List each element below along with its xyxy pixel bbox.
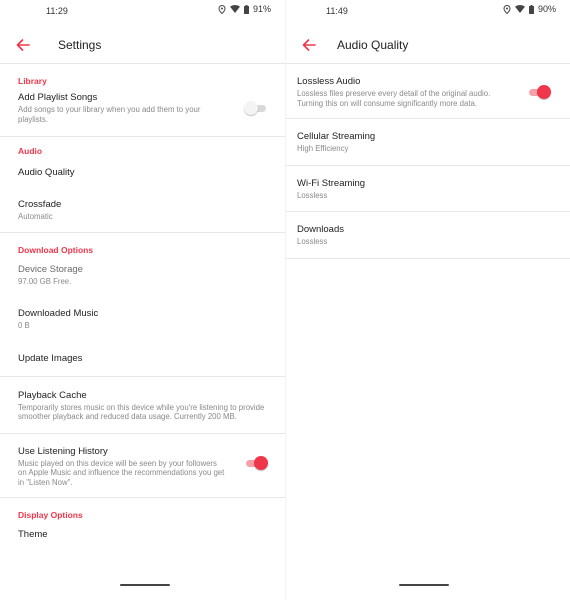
back-button[interactable] (14, 36, 32, 54)
row-title: Cellular Streaming (297, 131, 376, 142)
settings-row-playback-cache[interactable] (0, 377, 285, 433)
row-title: Audio Quality (18, 167, 75, 178)
row-title: Playback Cache (18, 389, 87, 401)
home-indicator[interactable] (399, 584, 449, 586)
row-title: Downloads (297, 224, 344, 235)
section-header-download-options: Download Options (18, 244, 94, 255)
listening-history-toggle[interactable] (245, 456, 267, 470)
page-title: Settings (58, 38, 102, 52)
row-subtitle: Music played on this device will be seen by your followers on Apple Music and influence the recommendations you get in "Listen Now". (18, 458, 225, 487)
row-subtitle: 97.00 GB Free. (18, 276, 72, 286)
status-bar (0, 0, 285, 22)
page-title: Audio Quality (337, 38, 409, 52)
row-title: Wi-Fi Streaming (297, 177, 366, 189)
row-title: Theme (18, 529, 48, 540)
divider (0, 232, 285, 233)
row-title: Device Storage (18, 263, 83, 275)
row-subtitle: Automatic (18, 212, 53, 221)
lossless-audio-toggle[interactable] (528, 85, 550, 99)
divider (0, 497, 285, 498)
app-bar (286, 26, 570, 64)
row-title: Crossfade (18, 199, 62, 210)
nav-bar (0, 577, 285, 600)
status-bar (286, 0, 570, 22)
battery-percent: 91% (252, 4, 271, 14)
settings-row-downloaded-music[interactable] (0, 308, 285, 353)
settings-row-theme[interactable] (0, 525, 285, 541)
settings-row-cellular-streaming[interactable] (286, 119, 570, 165)
row-subtitle: High Efficiency (297, 144, 349, 153)
row-title: Add Playlist Songs (18, 92, 98, 103)
home-indicator[interactable] (120, 584, 170, 586)
status-time: 11:49 (326, 6, 348, 16)
divider (286, 258, 570, 259)
row-title: Use Listening History (18, 445, 108, 457)
divider (0, 136, 285, 137)
back-arrow-icon (302, 39, 316, 51)
section-header-display-options: Display Options (18, 510, 83, 520)
settings-row-update-images[interactable] (0, 353, 285, 376)
row-title: Lossless Audio (297, 76, 361, 87)
settings-row-device-storage (0, 260, 285, 309)
status-time: 11:29 (46, 6, 68, 16)
battery-percent: 90% (537, 4, 556, 14)
settings-list (0, 65, 285, 541)
location-icon (218, 5, 226, 14)
audio-quality-screen (286, 0, 570, 600)
back-button[interactable] (300, 36, 318, 54)
status-icons (218, 4, 271, 14)
section-header-library: Library (18, 76, 47, 86)
row-subtitle: Add songs to your library when you add them to your playlists. (18, 105, 201, 124)
settings-row-lossless-audio[interactable] (286, 65, 570, 118)
battery-icon (529, 5, 534, 14)
status-icons (503, 4, 556, 14)
back-arrow-icon (16, 39, 30, 51)
wifi-icon (230, 5, 240, 13)
row-subtitle: 0 B (18, 321, 30, 330)
app-bar (0, 26, 285, 64)
settings-row-add-playlist-songs[interactable] (0, 91, 285, 136)
settings-row-wifi-streaming[interactable] (286, 166, 570, 212)
row-subtitle: Lossless files preserve every detail of the original audio. Turning this on will consume significantly more data. (297, 89, 491, 108)
settings-row-use-listening-history[interactable] (0, 434, 285, 498)
location-icon (503, 5, 511, 14)
add-playlist-songs-toggle[interactable] (245, 101, 267, 115)
battery-icon (244, 5, 249, 14)
row-title: Update Images (18, 352, 83, 364)
settings-row-audio-quality[interactable] (0, 161, 285, 199)
row-subtitle: Temporarily stores music on this device while you're listening to provide smoother playback and reduced data usage. Currently 200 MB. (18, 402, 265, 421)
section-header-audio: Audio (18, 146, 43, 156)
settings-row-downloads[interactable] (286, 212, 570, 258)
row-subtitle: Lossless (297, 237, 328, 246)
settings-row-crossfade[interactable] (0, 199, 285, 232)
row-title: Downloaded Music (18, 308, 99, 319)
audio-quality-list (286, 65, 570, 259)
row-subtitle: Lossless (297, 190, 328, 200)
wifi-icon (515, 5, 525, 13)
